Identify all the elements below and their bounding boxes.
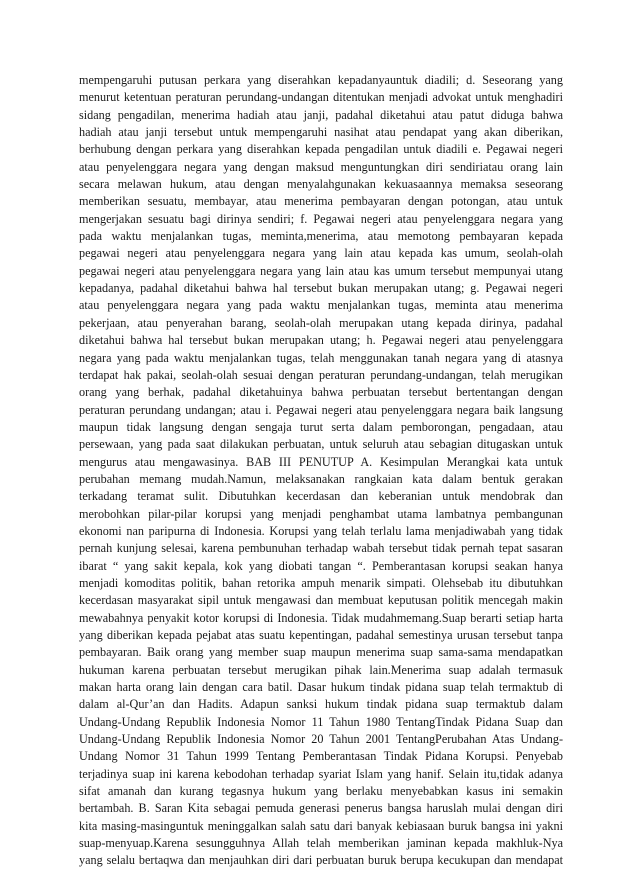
text-line: perubahan memang mudah.Namun, melaksanakan rangkaian kata dalam bentuk gerakan (79, 471, 563, 486)
text-line: terdapat hak pakai, seolah-olah sesuai dengan peraturan perundang-undangan, telah merugikan (79, 367, 563, 382)
text-line: berhubung dengan perkara yang diserahkan kepada pengadilan untuk diadili e. Pegawai negeri (79, 142, 563, 157)
text-line: sidang pengadilan, menerima hadiah atau janji, padahal diketahui atau patut diduga bahwa (79, 107, 563, 122)
text-line: peraturan perundang undangan; atau i. Pegawai negeri atau penyelenggara negara baik langsung (79, 402, 563, 417)
text-line: sifat amanah dan kurang tegasnya hukum yang berlaku menyebabkan kasus ini semakin (79, 784, 563, 799)
text-line: hadiah atau janji tersebut untuk mempengaruhi nasihat atau pendapat yang akan diberikan, (79, 125, 563, 140)
text-line: mempengaruhi putusan perkara yang diserahkan kepadanyauntuk diadili; d. Seseorang yang (79, 73, 563, 87)
text-line: atau penyelenggara negara yang dengan maksud menguntungkan diri sendiriatau orang lain (79, 159, 563, 174)
text-line: negara yang pada waktu menjalankan tugas, telah menggunakan tanah negara yang di atasnya (79, 350, 563, 365)
text-line: maupun tidak langsung dengan sengaja turut serta dalam pemborongan, pengadaan, atau (79, 419, 563, 434)
text-line: dalam al-Qur’an dan Hadits. Adapun sanksi hukum tindak pidana suap termaktub dalam (79, 697, 563, 712)
text-line: hukuman karena perbuatan tersebut merugikan pihak lain.Menerima suap adalah termasuk (79, 662, 563, 677)
text-line: pada waktu menjalankan tugas, meminta,menerima, atau memotong pembayaran kepada (79, 229, 563, 244)
text-line: persewaan, yang pada saat dilakukan perbuatan, untuk seluruh atau sebagian ditugaskan untuk (79, 437, 563, 452)
text-line: diketahui bahwa hal tersebut bukan merupakan utang; h. Pegawai negeri atau penyelenggara (79, 333, 563, 348)
text-line: kecerdasan masyarakat sipil untuk mengawasi dan membuat keputusan politik mencegah makin (79, 593, 563, 608)
text-line: pegawai negeri atau penyelenggara negara yang lain atau kepada kas umum, seolah-olah (79, 246, 563, 261)
text-line: bertambah. B. Saran Kita sebagai pemuda generasi penerus bangsa haruslah mulai dengan diri (79, 801, 563, 816)
text-line: pegawai negeri atau penyelenggara negara yang lain atau kas umum tersebut mempunyai utang (79, 263, 563, 278)
text-line: secara melawan hukum, atau dengan menyalahgunakan kekuasaannya memaksa seseorang (79, 177, 563, 192)
text-line: makan harta orang lain dengan cara batil. Dasar hukum tindak pidana suap telah termaktub di (79, 680, 563, 695)
text-line: Undang-Undang Republik Indonesia Nomor 11 Tahun 1980 TentangTindak Pidana Suap dan (79, 714, 563, 729)
text-line: ibarat “ yang sakit kepala, kok yang diobati tangan “. Pemberantasan korupsi seakan hanya (79, 558, 563, 573)
text-line: mengerjakan sesuatu bagi dirinya sendiri; f. Pegawai negeri atau penyelenggara negara yang (79, 211, 563, 226)
body-text (79, 72, 563, 870)
text-line: yang diberikan kepada pejabat atas suatu kepentingan, padahal semestinya urusan tersebut tanpa (79, 628, 563, 642)
text-line: pembayaran. Baik orang yang member suap maupun menerima suap sama-sama mendapatkan (79, 645, 563, 660)
text-line: kepadanya, padahal diketahui bahwa hal tersebut bukan merupakan utang; g. Pegawai negeri (79, 281, 563, 296)
text-line: mewabahnya penyakit kotor korupsi di Indonesia. Tidak mudahmemang.Suap berarti setiap harta (79, 610, 563, 625)
text-line: Undang-Undang Republik Indonesia Nomor 20 Tahun 2001 TentangPerubahan Atas Undang- (79, 732, 563, 747)
text-line: ekonomi nan paripurna di Indonesia. Korupsi yang telah terlalu lama menjadiwabah yang tidak (79, 523, 563, 538)
text-line: suap-menyuap.Karena sesungguhnya Allah telah memberikan jaminan kepada makhluk-Nya (79, 836, 563, 851)
text-line: mengurus atau mengawasinya. BAB III PENUTUP A. Kesimpulan Merangkai kata untuk (79, 454, 563, 469)
text-line: terjadinya suap ini karena kebodohan terhadap syariat Islam yang hanif. Selain itu,tidak adanya (79, 766, 563, 781)
text-line: orang yang berhak, padahal diketahuinya bahwa perbuatan tersebut bertentangan dengan (79, 385, 563, 400)
text-line: pekerjaan, atau penyerahan barang, seolah-olah merupakan utang kepada dirinya, padahal (79, 315, 563, 330)
text-line: memberikan sesuatu, membayar, atau menerima pembayaran dengan potongan, atau untuk (79, 194, 563, 209)
text-line: kita masing-masinguntuk meninggalkan salah satu dari banyak kebiasaan buruk bangsa ini yakni (79, 818, 563, 833)
text-line: yang selalu bertaqwa dan menjauhkan diri dari perbuatan buruk berupa kecukupan dan mendapat (79, 853, 563, 868)
text-line: pernah kunjung selesai, karena pembunuhan terhadap wabah tersebut tidak pernah tepat sasaran (79, 541, 563, 556)
text-line: atau penyelenggara negara yang pada waktu menjalankan tugas, meminta atau menerima (79, 298, 563, 313)
text-line: Undang Nomor 31 Tahun 1999 Tentang Pemberantasan Tindak Pidana Korupsi. Penyebab (79, 749, 563, 764)
text-line: menjadi komoditas politik, bahan retorika ampuh menarik simpati. Olehsebab itu dibutuhkan (79, 575, 563, 590)
text-line: terkadang teramat sulit. Dibutuhkan kecerdasan dan keberanian untuk mendobrak dan (79, 489, 563, 504)
text-line: merobohkan pilar-pilar korupsi yang menjadi penghambat utama lambatnya pembangunan (79, 506, 563, 521)
text-line: menurut ketentuan peraturan perundang-undangan ditentukan menjadi advokat untuk menghadiri (79, 90, 563, 105)
